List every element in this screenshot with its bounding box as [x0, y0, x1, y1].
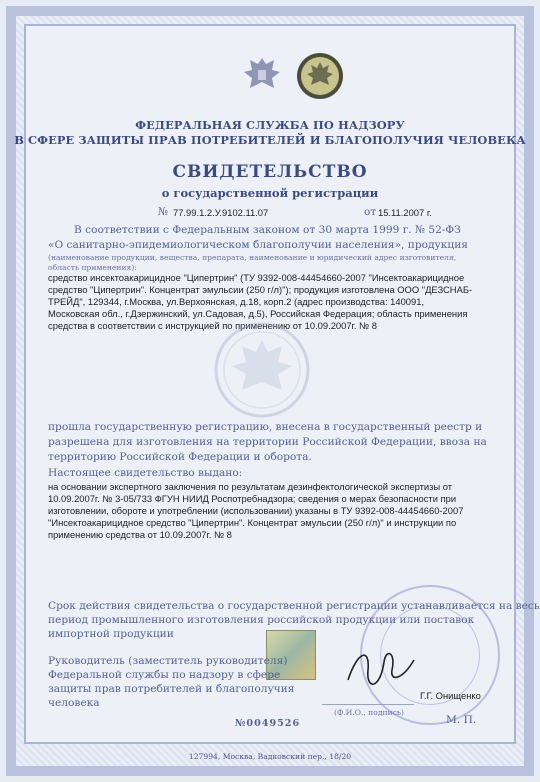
agency-line-2: В СФЕРЕ ЗАЩИТЫ ПРАВ ПОТРЕБИТЕЛЕЙ И БЛАГОПОЛУЧИЯ ЧЕЛОВЕКА [14, 133, 526, 147]
agency-line-1: ФЕДЕРАЛЬНАЯ СЛУЖБА ПО НАДЗОРУ [135, 118, 405, 132]
registration-line: разрешена для изготовления на территории Российской Федерации, ввоза на [48, 436, 487, 448]
fio-caption: (Ф.И.О., подпись) [334, 708, 404, 717]
validity-line: период промышленного изготовления российской продукции или поставок [48, 614, 475, 626]
issued-line: "Инсектоакарицидное средство "Ципертрин". Концентрат эмульсии (250 г/л)" и инструкции по [48, 517, 457, 528]
watermark-emblem-icon [212, 320, 312, 420]
validity-line: Срок действия свидетельства о государственной регистрации устанавливается на весь [48, 600, 540, 612]
validity-line: импортной продукции [48, 628, 174, 640]
serial-number: №0049526 [235, 718, 301, 729]
issued-line: 10.09.2007г. № 3-05/733 ФГУН НИИД Роспотребнадзора; сведения о мерах безопасности при [48, 493, 457, 504]
issued-line: применению средства от 10.09.2007г. № 8 [48, 529, 232, 540]
registration-number: 77.99.1.2.У.9102.11.07 [173, 207, 269, 218]
number-prefix: № [158, 206, 169, 218]
signatory-line: человека [48, 697, 100, 709]
footer-address: 127994, Москва, Вадковский пер., 18/20 [188, 752, 352, 761]
registration-line: прошла государственную регистрацию, внесена в государственный реестр и [48, 421, 483, 433]
seal-place-mark: М. П. [446, 714, 477, 726]
signatory-line: Федеральной службы по надзору в сфере [48, 669, 281, 681]
product-line: средство "Ципертрин". Концентрат эмульсии (250 г/л)"); продукция изготовлена ООО "ДЕЗСНАБ- [48, 284, 473, 295]
signature [340, 640, 420, 700]
product-line: Московская обл., г.Дзержинский, ул.Садовая, д.5), Российская Федерация; область применения [48, 308, 468, 319]
preamble-note-line-2: область применения): [48, 263, 137, 272]
product-line: средство инсектоакарицидное "Ципертрин" (ТУ 9392-008-44454660-2007 "Инсектоакарицидное [48, 272, 465, 283]
preamble-line-2: «О санитарно-эпидемиологическом благополучии населения», продукция [48, 239, 468, 251]
preamble-line-1: В соответствии с Федеральным законом от 30 марта 1999 г. № 52-ФЗ [74, 224, 461, 236]
preamble-note-line-1: (наименование продукции, вещества, препарата, наименование и юридический адрес изготовителя, [48, 253, 457, 262]
issued-line: изготовлении, обороте и употреблении (использовании) указаны в ТУ 9392-008-44454660-2007 [48, 505, 464, 516]
signatory-name: Г.Г. Онищенко [420, 690, 481, 701]
product-line: ТРЕЙД", 129344, г.Москва, ул.Верхоянская, д.18, корп.2 (адрес производства: 140091, [48, 296, 425, 307]
registration-line: территорию Российской Федерации и оборота. [48, 451, 312, 463]
issued-heading: Настоящее свидетельство выдано: [48, 467, 243, 479]
hologram-emblem-icon [296, 52, 344, 100]
date-prefix: от [364, 206, 377, 218]
russian-coat-of-arms-icon [238, 52, 286, 100]
signatory-line: защиты прав потребителей и благополучия [48, 683, 295, 695]
product-line: средства в соответствии с инструкцией по применению от 10.09.2007г. № 8 [48, 320, 377, 331]
registration-date: 15.11.2007 г. [378, 207, 432, 218]
issued-line: на основании экспертного заключения по результатам дезинфектологической экспертизы от [48, 481, 453, 492]
signatory-line: Руководитель (заместитель руководителя) [48, 655, 288, 667]
signature-line [322, 704, 414, 705]
document-title: СВИДЕТЕЛЬСТВО [172, 162, 368, 182]
document-subtitle: о государственной регистрации [161, 186, 379, 200]
